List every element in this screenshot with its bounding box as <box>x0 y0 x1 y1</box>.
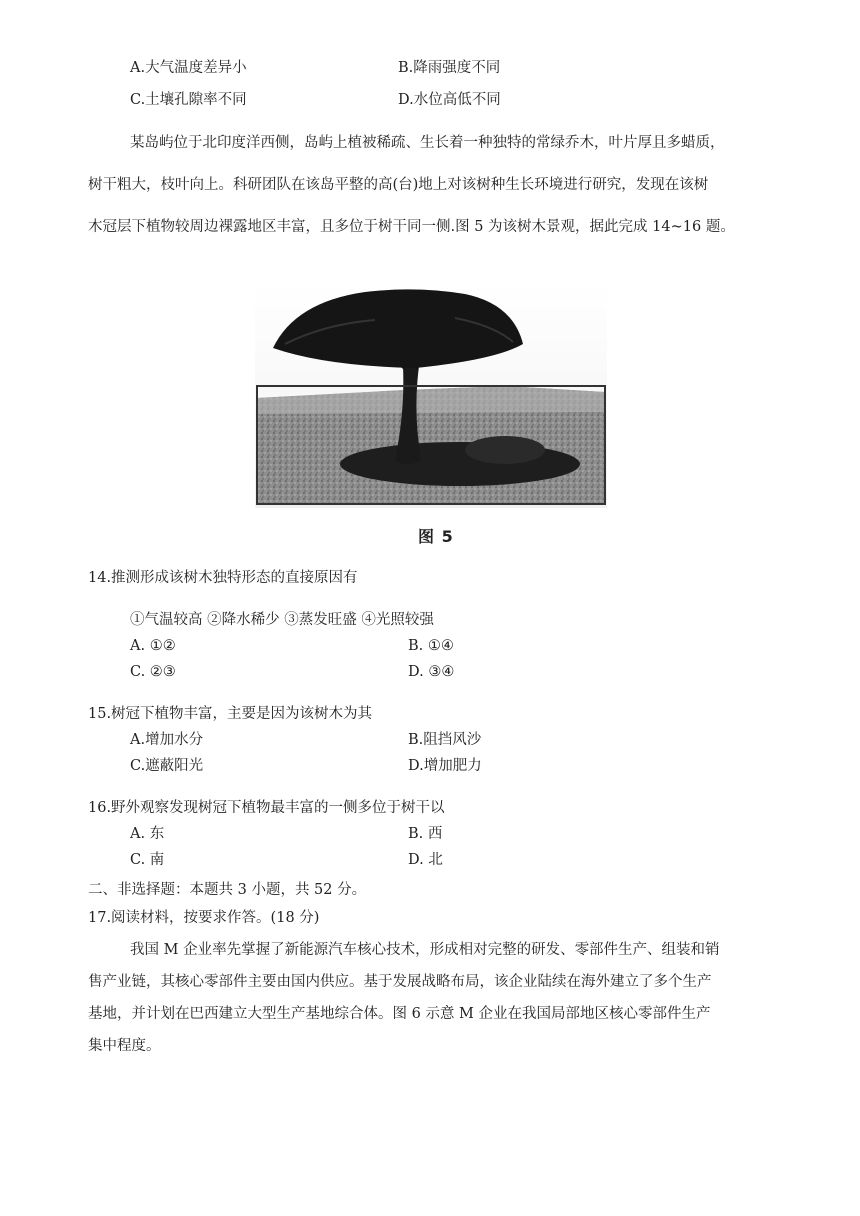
q13-option-a: A.大气温度差异小 <box>130 60 247 76</box>
intro-line-3: 木冠层下植物较周边裸露地区丰富，且多位于树干同一侧.图 5 为该树木景观，据此完成 14~16 题。 <box>88 219 735 235</box>
q13-option-c: C.土壤孔隙率不同 <box>130 92 247 108</box>
q16-option-b: B. 西 <box>408 826 443 842</box>
q15-option-c: C.遮蔽阳光 <box>130 758 204 774</box>
q17-material-line-2: 售产业链，其核心零部件主要由国内供应。基于发展战略布局，该企业陆续在海外建立了多个生产 <box>88 974 712 990</box>
q14-items: ①气温较高 ②降水稀少 ③蒸发旺盛 ④光照较强 <box>130 612 434 628</box>
intro-line-2: 树干粗大，枝叶向上。科研团队在该岛平整的高(台)地上对该树种生长环境进行研究，发现在该树 <box>88 177 709 193</box>
q16-option-c: C. 南 <box>130 852 165 868</box>
q17-stem: 17.阅读材料，按要求作答。(18 分) <box>88 910 320 926</box>
section-2-heading: 二、非选择题：本题共 3 小题，共 52 分。 <box>88 882 367 898</box>
q15-option-b: B.阻挡风沙 <box>408 732 482 748</box>
q15-stem: 15.树冠下植物丰富，主要是因为该树木为其 <box>88 706 373 722</box>
q15-option-a: A.增加水分 <box>130 732 204 748</box>
q13-option-b: B.降雨强度不同 <box>398 60 501 76</box>
q14-option-d: D. ③④ <box>408 664 455 680</box>
q17-material-line-1: 我国 M 企业率先掌握了新能源汽车核心技术，形成相对完整的研发、零部件生产、组装和销 <box>130 942 720 958</box>
q13-option-d: D.水位高低不同 <box>398 92 501 108</box>
q17-material-line-3: 基地，并计划在巴西建立大型生产基地综合体。图 6 示意 M 企业在我国局部地区核心零部件生产 <box>88 1006 711 1022</box>
q16-stem: 16.野外观察发现树冠下植物最丰富的一侧多位于树干以 <box>88 800 445 816</box>
q14-option-a: A. ①② <box>130 638 176 654</box>
tree-photo-figure <box>255 282 607 508</box>
q14-stem: 14.推测形成该树木独特形态的直接原因有 <box>88 570 358 586</box>
q15-option-d: D.增加肥力 <box>408 758 482 774</box>
q14-option-c: C. ②③ <box>130 664 176 680</box>
tree-photo <box>255 282 607 508</box>
figure-caption: 图 5 <box>418 527 454 546</box>
intro-line-1: 某岛屿位于北印度洋西侧，岛屿上植被稀疏、生长着一种独特的常绿乔木，叶片厚且多蜡质， <box>130 135 725 151</box>
q16-option-d: D. 北 <box>408 852 443 868</box>
q16-option-a: A. 东 <box>130 826 165 842</box>
q17-material-line-4: 集中程度。 <box>88 1038 161 1054</box>
q14-option-b: B. ①④ <box>408 638 454 654</box>
